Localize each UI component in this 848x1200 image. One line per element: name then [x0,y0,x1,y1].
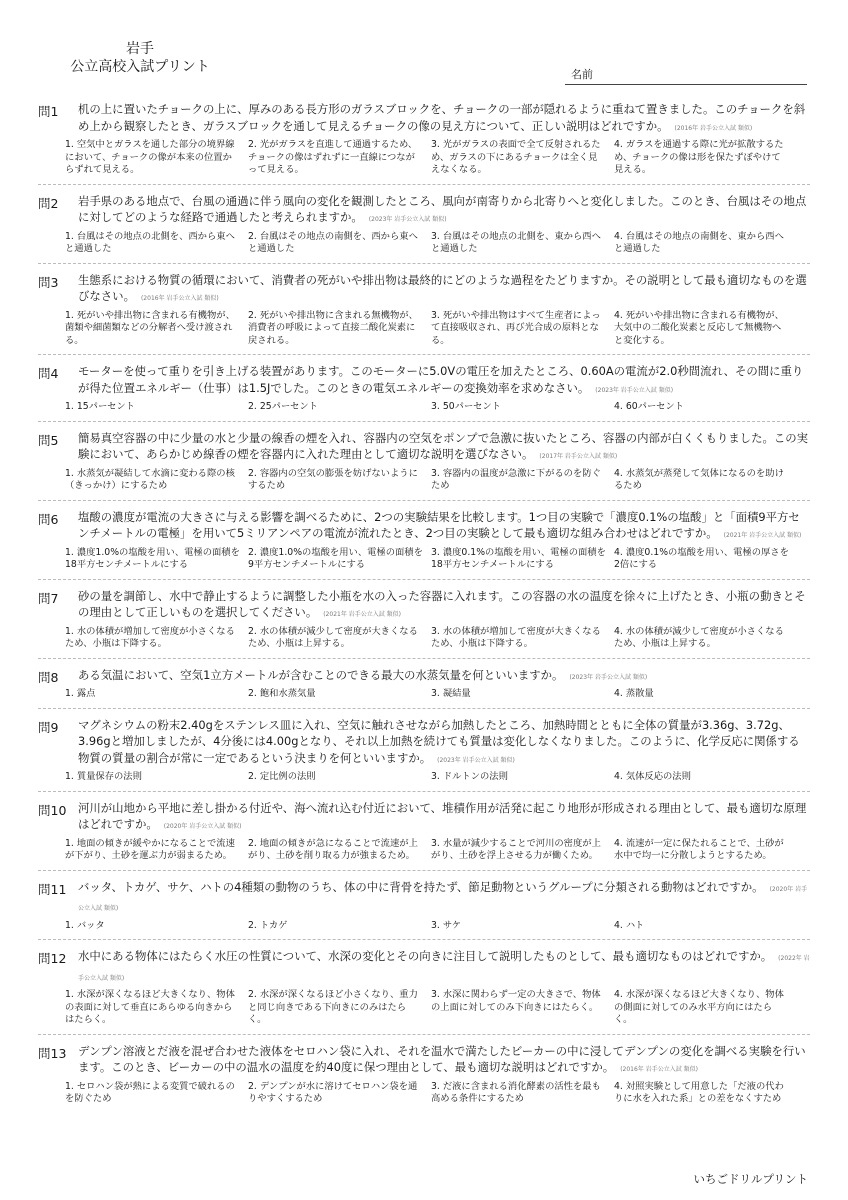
answer-options [65,771,810,784]
answer-option-2[interactable]: 2. 地面の傾きが急になることで流速が上がり、土砂を削り取る力が強まるため。 [248,837,418,861]
question-number: 問6 [38,511,59,527]
answer-option-3[interactable]: 3. 台風はその地点の北側を、東から西へと通過した [431,230,601,254]
question-number: 問1 [38,104,59,119]
answer-option-4[interactable]: 4. 水深が深くなるほど大きくなり、物体の側面に対してのみ水平方向にはたらく。 [614,989,784,1025]
question-source: (2016年 岩手公立入試 類似) [674,124,753,132]
question-list [38,101,810,1121]
answer-option-1[interactable]: 1. 水深が深くなるほど大きくなり、物体の表面に対して垂直にあらゆる向きからはたらく。 [65,989,235,1025]
answer-option-4[interactable]: 4. 60パーセント [614,401,684,412]
answer-options [65,688,810,701]
question-text-block [78,363,810,399]
answer-option-1[interactable]: 1. 台風はその地点の北側を、西から東へと通過した [65,230,235,254]
answer-option-3[interactable]: 3. ドルトンの法則 [431,771,508,782]
question-item [38,800,810,871]
page-title [0,40,280,76]
answer-option-4[interactable]: 4. 流速が一定に保たれることで、土砂が水中で均一に分散しようとするため。 [614,837,784,861]
answer-option-3[interactable]: 3. 水量が減少することで河川の密度が上がり、土砂を浮上させる力が働くため。 [431,837,601,861]
answer-option-1[interactable]: 1. 空気中とガラスを通した部分の境界線において、チョークの像が本来の位置からずれて見える。 [65,139,235,175]
answer-option-4[interactable]: 4. 対照実験として用意した「だ液の代わりに水を入れた系」との差をなくすため [614,1080,784,1104]
question-text-block [78,272,810,308]
answer-option-2[interactable]: 2. 容器内の空気の膨張を妨げないようにするため [248,467,418,491]
question-number: 問4 [38,366,59,381]
question-text-block [78,430,810,466]
answer-option-1[interactable]: 1. 死がいや排出物に含まれる有機物が、菌類や細菌類などの分解者へ受け渡される。 [65,309,235,346]
answer-option-2[interactable]: 2. 死がいや排出物に含まれる無機物が、消費者の呼吸によって直接二酸化炭素に戻される。 [248,309,418,346]
question-source: (2023年 岩手公立入試 類似) [569,673,648,681]
question-text: バッタ、トカゲ、サケ、ハトの4種類の動物のうち、体の中に背骨を持たず、節足動物というグループに分類される動物はどれですか。 [78,879,764,894]
answer-options [65,231,810,256]
question-item [38,1043,810,1113]
answer-options [65,920,810,933]
question-number: 問5 [38,432,59,448]
answer-options [65,139,810,177]
question-number: 問13 [38,1045,67,1061]
answer-option-3[interactable]: 3. 濃度0.1%の塩酸を用い、電極の面積を18平方センチメートルにする [431,546,606,570]
answer-options [65,626,810,651]
question-number: 問3 [38,274,59,290]
answer-options [65,547,810,572]
question-item [38,717,810,792]
answer-options [65,838,810,863]
answer-option-3[interactable]: 3. 水の体積が増加して密度が大きくなるため、小瓶は下降する。 [431,625,601,649]
answer-option-1[interactable]: 1. 水の体積が増加して密度が小さくなるため、小瓶は下降する。 [65,625,235,649]
answer-option-4[interactable]: 4. 水蒸気が蒸発して気体になるのを助けるため [614,467,784,491]
footer-brand: いちごドリルプリント [693,1172,808,1186]
question-item [38,879,810,941]
answer-option-3[interactable]: 3. 50パーセント [431,401,501,412]
question-number: 問8 [38,669,59,685]
question-text-block [78,800,810,836]
answer-option-4[interactable]: 4. 蒸散量 [614,688,654,699]
answer-option-3[interactable]: 3. 光がガラスの表面で全て反射されるため、ガラスの下にあるチョークは全く見えなくなる。 [431,139,601,175]
question-item [38,948,810,1035]
question-item [38,272,810,356]
question-text-block [78,717,810,770]
answer-option-3[interactable]: 3. 凝結量 [431,688,471,699]
question-text-block [78,509,810,545]
question-number: 問2 [38,195,59,211]
answer-options [65,468,810,493]
answer-options [65,989,810,1027]
question-text-block [78,101,810,137]
question-text: 生態系における物質の循環において、消費者の死がいや排出物は最終的にどのような過程をたどりますか。その説明として最も適切なものを選びなさい。 [78,272,807,303]
question-item [38,588,810,659]
question-number: 問10 [38,802,67,818]
answer-option-2[interactable]: 2. 光がガラスを直進して通過するため、チョークの像はずれずに一直線につながって見える。 [248,139,418,175]
answer-option-4[interactable]: 4. 台風はその地点の南側を、東から西へと通過した [614,230,784,254]
question-source: (2020年 岩手公立入試 類似) [78,885,808,912]
question-source: (2022年 岩手公立入試 類似) [78,955,810,982]
question-text-block [78,1043,810,1079]
question-number: 問12 [38,951,67,966]
answer-option-2[interactable]: 2. 水深が深くなるほど小さくなり、重力と同じ向きである下向きにのみはたらく。 [248,989,418,1025]
name-field[interactable] [565,66,807,85]
title-main: 公立高校入試プリント [70,59,210,75]
question-source: (2021年 岩手公立入試 類似) [723,532,802,539]
question-text-block [78,667,810,687]
answer-option-4[interactable]: 4. 水の体積が減少して密度が小さくなるため、小瓶は上昇する。 [614,625,784,649]
answer-option-4[interactable]: 4. ハト [614,919,645,931]
answer-option-3[interactable]: 3. サケ [431,919,462,931]
question-source: (2023年 岩手公立入試 類似) [437,756,515,764]
answer-option-1[interactable]: 1. 質量保存の法則 [65,771,142,782]
answer-option-2[interactable]: 2. 濃度1.0%の塩酸を用い、電極の面積を9平方センチメートルにする [248,546,423,570]
question-source: (2017年 岩手公立入試 類似) [539,453,618,460]
question-text-block [78,948,810,987]
question-source: (2023年 岩手公立入試 類似) [368,216,447,223]
answer-option-3[interactable]: 3. 死がいや排出物はすべて生産者によって直接吸収され、再び光合成の原料となる。 [431,309,601,346]
answer-option-4[interactable]: 4. ガラスを通過する際に光が拡散するため、チョークの像は形を保たずぼやけて見える。 [614,139,784,175]
answer-option-3[interactable]: 3. 容器内の温度が急激に下がるのを防ぐため [431,467,601,491]
question-text: マグネシウムの粉末2.40gをステンレス皿に入れ、空気に触れさせながら加熱したところ、加熱時間とともに全体の質量が3.36g、3.72g、3.96gと増加しましたが、4分後には4.00gとなり、それ以上加熱を続けても質量は変化しなくなりました。このように、化学反応に関係する物質の質量の割合が常に一定であるという決まりを何といいますか。 [78,717,800,765]
answer-option-2[interactable]: 2. デンプンが水に溶けてセロハン袋を通りやすくするため [248,1080,418,1104]
question-text: 河川が山地から平地に差し掛かる付近や、海へ流れ込む付近において、堆積作用が活発に起こり地形が形成される理由として、最も適切な原理はどれですか。 [78,800,807,831]
question-item [38,509,810,580]
question-text: 岩手県のある地点で、台風の通過に伴う風向の変化を観測したところ、風向が南寄りから北寄りへと変化しました。このとき、台風はその地点に対してどのような経路で通過したと考えられますか。 [78,193,807,224]
answer-option-4[interactable]: 4. 気体反応の法則 [614,771,691,782]
answer-option-1[interactable]: 1. セロハン袋が熱による変質で破れるのを防ぐため [65,1080,235,1104]
answer-option-3[interactable]: 3. 水深に関わらず一定の大きさで、物体の上面に対してのみ下向きにはたらく。 [431,989,601,1013]
question-text: 砂の量を調節し、水中で静止するように調整した小瓶を水の入った容器に入れます。この容器の水の温度を徐々に上げたとき、小瓶の動きとその理由として正しいものを選択してください。 [78,588,806,619]
answer-options [65,1081,810,1106]
answer-option-2[interactable]: 2. 水の体積が減少して密度が大きくなるため、小瓶は上昇する。 [248,625,418,649]
question-text-block [78,879,810,918]
question-source: (2023年 岩手公立入試 類似) [595,386,674,394]
question-text: 机の上に置いたチョークの上に、厚みのある長方形のガラスブロックを、チョークの一部が隠れるように重ねて置きました。このチョークを斜め上から観察したとき、ガラスブロックを通して見えるチョークの像の見え方について、正しい説明はどれですか。 [78,102,806,133]
question-text-block [78,588,810,624]
question-item [38,667,810,709]
question-text: 水中にある物体にはたらく水圧の性質について、水深の変化とその向きに注目して説明したものとして、最も適切なものはどれですか。 [78,949,773,963]
answer-option-1[interactable]: 1. 水蒸気が凝結して水滴に変わる際の核（きっかけ）にするため [65,467,235,491]
question-text-block [78,193,810,229]
question-item [38,101,810,185]
question-source: (2016年 岩手公立入試 類似) [620,1066,698,1073]
answer-option-2[interactable]: 2. 定比例の法則 [248,771,316,782]
question-number: 問9 [38,719,59,735]
question-number: 問11 [38,881,67,897]
answer-option-1[interactable]: 1. 15パーセント [65,401,135,412]
question-text: 簡易真空容器の中に少量の水と少量の線香の煙を入れ、容器内の空気をポンプで急激に抜いたところ、容器の内部が白くくもりました。この実験において、あらかじめ線香の煙を容器内に入れた理由として適切な説明を選びなさい。 [78,430,809,461]
question-text: デンプン溶液とだ液を混ぜ合わせた液体をセロハン袋に入れ、それを温水で満たしたビーカーの中に浸してデンプンの変化を調べる実験を行います。このとき、ビーカーの中の温水の温度を約40度に保つ理由として、最も適切な説明はどれですか。 [78,1043,806,1074]
question-source: (2021年 岩手公立入試 類似) [323,611,401,618]
question-item [38,363,810,422]
answer-option-1[interactable]: 1. 濃度1.0%の塩酸を用い、電極の面積を18平方センチメートルにする [65,546,240,570]
name-label: 名前 [571,68,593,81]
answer-option-1[interactable]: 1. バッタ [65,919,105,931]
answer-option-2[interactable]: 2. トカゲ [248,919,288,931]
question-text: ある気温において、空気1立方メートルが含むことのできる最大の水蒸気量を何といいますか。 [78,667,564,682]
answer-option-2[interactable]: 2. 飽和水蒸気量 [248,688,316,699]
answer-option-4[interactable]: 4. 濃度0.1%の塩酸を用い、電極の厚さを2倍にする [614,546,789,570]
answer-option-2[interactable]: 2. 台風はその地点の南側を、西から東へと通過した [248,230,418,254]
answer-option-3[interactable]: 3. だ液に含まれる消化酵素の活性を最も高める条件にするため [431,1080,601,1104]
question-text: モーターを使って重りを引き上げる装置があります。このモーターに5.0Vの電圧を加えたところ、0.60Aの電流が2.0秒間流れ、その間に重りが得た位置エネルギー（仕事）は1.5Jでした。このときの電気エネルギーの変換効率を求めなさい。 [78,364,804,395]
question-item [38,430,810,501]
answer-option-1[interactable]: 1. 露点 [65,688,96,699]
question-item [38,193,810,264]
answer-options [65,310,810,348]
answer-option-4[interactable]: 4. 死がいや排出物に含まれる有機物が、大気中の二酸化炭素と反応して無機物へと変化する。 [614,309,784,346]
question-source: (2016年 岩手公立入試 類似) [140,295,219,302]
question-text: 塩酸の濃度が電流の大きさに与える影響を調べるために、2つの実験結果を比較します。1つ目の実験で「濃度0.1%の塩酸」と「面積9平方センチメートルの電極」を用いて5ミリアンペアの電流が流れたとき、2つ目の実験として最も適切な組み合わせはどれですか。 [78,509,800,540]
answer-option-1[interactable]: 1. 地面の傾きが緩やかになることで流速が下がり、土砂を運ぶ力が弱まるため。 [65,837,235,861]
title-prefecture: 岩手 [126,41,154,57]
question-source: (2020年 岩手公立入試 類似) [163,823,242,830]
answer-options [65,401,810,414]
answer-option-2[interactable]: 2. 25パーセント [248,401,318,412]
question-number: 問7 [38,590,59,606]
